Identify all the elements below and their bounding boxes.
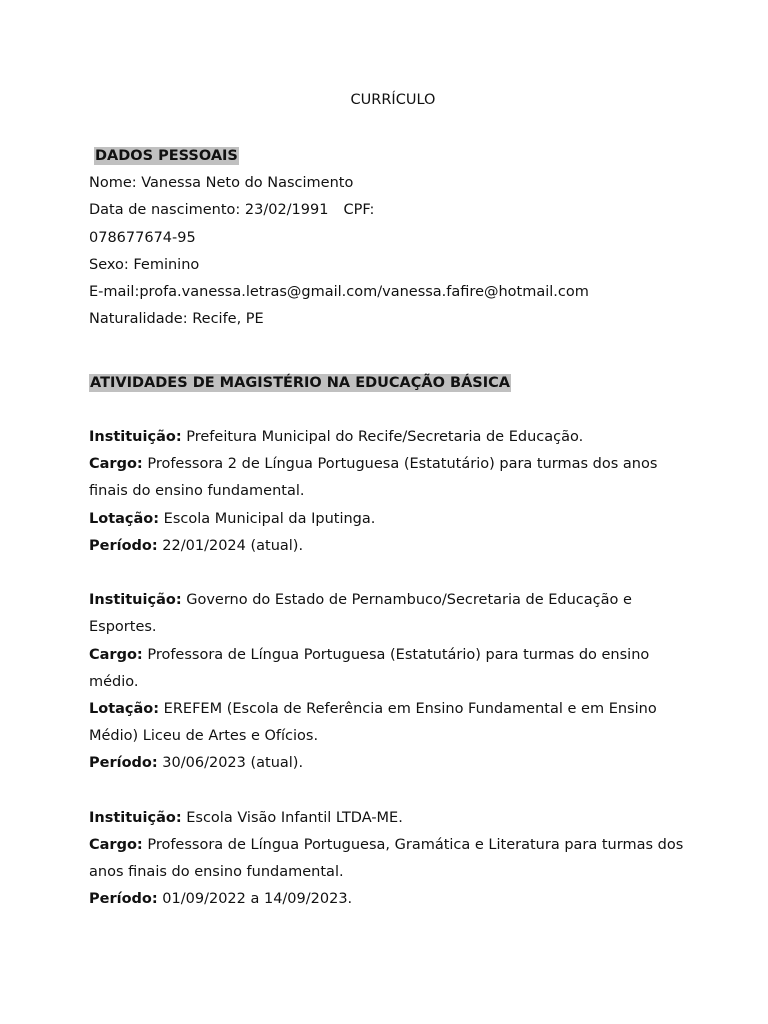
teaching-section-heading: ATIVIDADES DE MAGISTÉRIO NA EDUCAÇÃO BÁSICA: [90, 374, 510, 391]
entry-1-placement-value: Escola Municipal da Iputinga.: [163, 510, 376, 527]
period-label: Período:: [89, 537, 158, 554]
entry-3-role: [89, 832, 699, 886]
entry-3-role-value: Professora de Língua Portuguesa, Gramática e Literatura para turmas dos anos finais do ensino fundamental.: [89, 836, 684, 881]
personal-section-heading: DADOS PESSOAIS: [95, 148, 238, 164]
personal-birth: Data de nascimento: 23/02/1991: [89, 202, 329, 219]
entry-2-placement: [89, 696, 699, 750]
personal-cpf-value: 078677674-95: [89, 229, 196, 246]
entry-2-period-value: 30/06/2023 (atual).: [162, 755, 304, 772]
period-label: Período:: [89, 755, 158, 772]
period-label: Período:: [89, 891, 158, 908]
entry-3-period: [89, 886, 699, 913]
institution-label: Instituição:: [89, 592, 182, 609]
entry-1-placement: [89, 506, 699, 533]
personal-section-heading-row: [89, 143, 699, 170]
entry-3-institution-value: Escola Visão Infantil LTDA-ME.: [186, 809, 403, 826]
institution-label: Instituição:: [89, 428, 182, 445]
entry-1-period: [89, 533, 699, 560]
personal-sex: Sexo: Feminino: [89, 256, 200, 273]
institution-label: Instituição:: [89, 809, 182, 826]
personal-birth-row: [89, 197, 699, 224]
entry-2-period: [89, 750, 699, 777]
entry-1-institution-value: Prefeitura Municipal do Recife/Secretaria de Educação.: [186, 428, 584, 445]
personal-email: E-mail:profa.vanessa.letras@gmail.com/vanessa.fafire@hotmail.com: [89, 284, 589, 300]
entry-3-period-value: 01/09/2022 a 14/09/2023.: [162, 891, 353, 908]
document-body: [89, 143, 699, 914]
placement-label: Lotação:: [89, 510, 160, 527]
entry-2-role: [89, 642, 699, 696]
entry-2-placement-value: EREFEM (Escola de Referência em Ensino Fundamental e em Ensino Médio) Liceu de Artes e Ofícios.: [89, 700, 657, 745]
entry-2-institution-value: Governo do Estado de Pernambuco/Secretaria de Educação e Esportes.: [89, 592, 632, 636]
document-title: CURRÍCULO: [350, 92, 436, 108]
entry-1-role: [89, 451, 699, 505]
personal-cpf-label: CPF:: [343, 202, 375, 219]
entry-1-period-value: 22/01/2024 (atual).: [162, 537, 304, 554]
personal-origin: Naturalidade: Recife, PE: [89, 311, 264, 328]
entry-1-institution: [89, 424, 699, 451]
role-label: Cargo:: [89, 836, 143, 853]
entry-2-role-value: Professora de Língua Portuguesa (Estatutário) para turmas do ensino médio.: [89, 646, 650, 690]
entry-1-role-value: Professora 2 de Língua Portuguesa (Estatutário) para turmas dos anos finais do ensino fundamental.: [89, 456, 658, 500]
teaching-section-heading-row: [89, 370, 699, 397]
entry-3-institution: [89, 805, 699, 832]
role-label: Cargo:: [89, 456, 143, 473]
entry-2-institution: [89, 587, 699, 641]
personal-name: Nome: Vanessa Neto do Nascimento: [89, 175, 354, 192]
role-label: Cargo:: [89, 646, 143, 663]
placement-label: Lotação:: [89, 700, 160, 717]
